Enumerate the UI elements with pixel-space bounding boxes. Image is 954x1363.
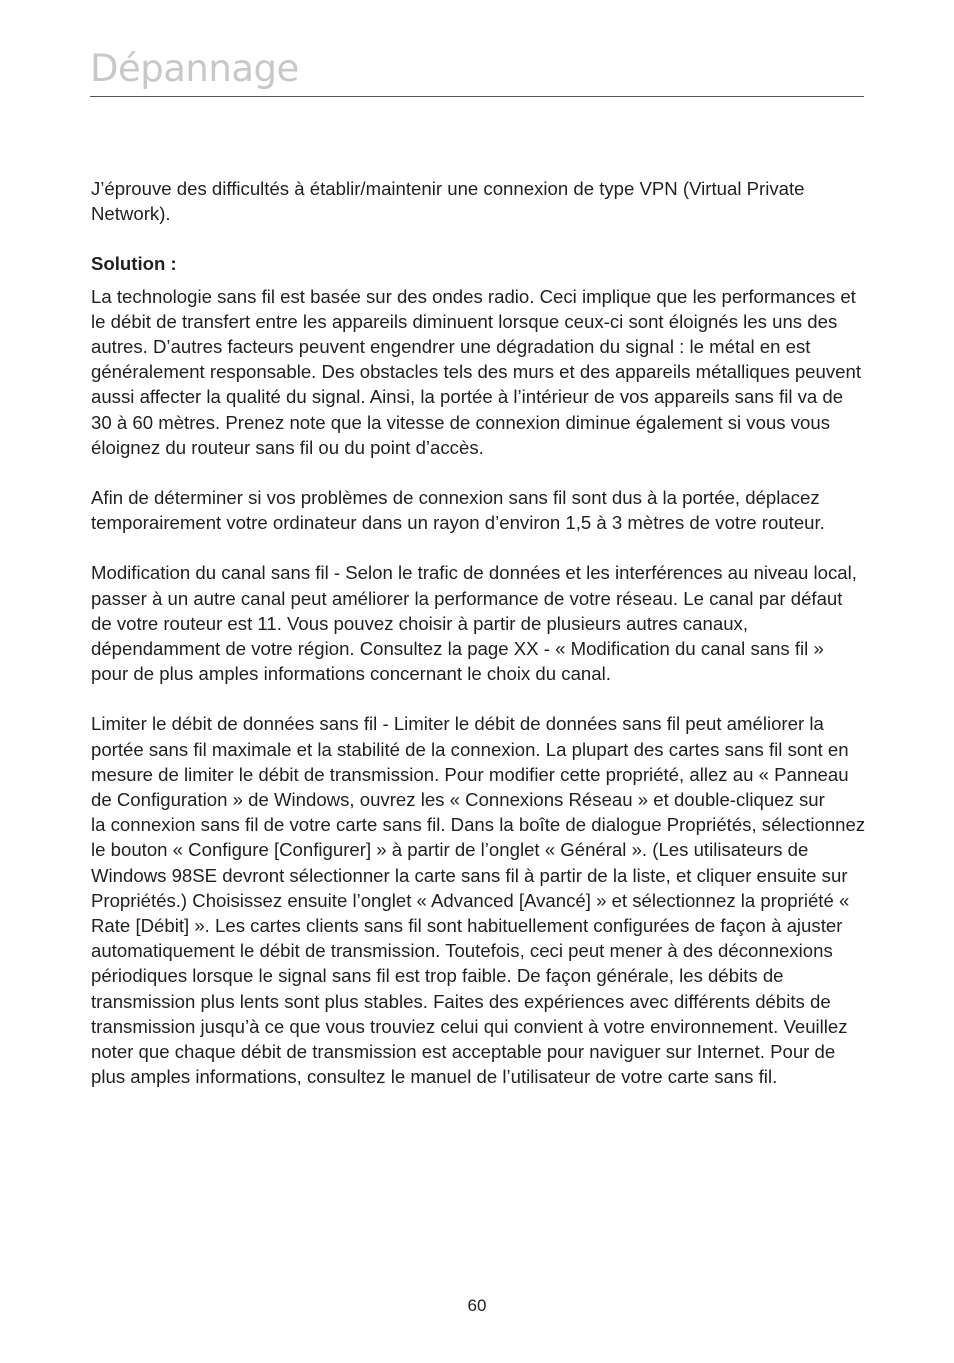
- solution-paragraph-rate-limit: Limiter le débit de données sans fil - Limiter le débit de données sans fil peut améliorer la portée sans fil maximale et la stabilité de la connexion. La plupart des cartes sans fil sont en mesure de limiter le débit de transmission. Pour modifier cette propriété, allez au « Panneau de Configuration » de Windows, ouvrez les « Connexions Réseau » et double-cliquez sur: [91, 713, 849, 811]
- solution-paragraph-channel: Modification du canal sans fil - Selon le trafic de données et les interférences au niveau local, passer à un autre canal peut améliorer la performance de votre réseau. Le canal par défaut de votre routeur est 11. Vous pouvez choisir à partir de plusieurs autres canaux, dépendamment de votre région. Consultez la page XX - « Modification du canal sans fil » pour de plus amples informations concernant le choix du canal.: [91, 562, 857, 685]
- solution-paragraph-distance-test: Afin de déterminer si vos problèmes de connexion sans fil sont dus à la portée, déplacez temporairement votre ordinateur dans un rayon d’environ 1,5 à 3 mètres de votre routeur.: [91, 487, 825, 534]
- solution-paragraph-rate-limit-continued: la connexion sans fil de votre carte sans fil. Dans la boîte de dialogue Propriétés, sélectionnez le bouton « Configure [Configurer] » à partir de l’onglet « Général ». (Les utilisateurs de Windows 98SE devront sélectionner la carte sans fil à partir de la liste, et cliquer ensuite sur Propriétés.) Choisissez ensuite l’onglet « Advanced [Avancé] » et sélectionnez la propriété « Rate [Débit] ». Les cartes clients sans fil sont habituellement configurées de façon à ajuster automatiquement le débit de transmission. Toutefois, ceci peut mener à des déconnexions périodiques lorsque le signal sans fil est trop faible. De façon générale, les débits de transmission plus lents sont plus stables. Faites des expériences avec différents débits de transmission jusqu’à ce que vous trouviez celui qui convient à votre environnement. Veuillez noter que chaque débit de transmission est acceptable pour naviguer sur Internet. Pour de plus amples informations, consultez le manuel de l’utilisateur de votre carte sans fil.: [91, 814, 866, 1088]
- document-body: [91, 176, 866, 1090]
- page-number: 60: [467, 1296, 487, 1315]
- solution-paragraph-range: La technologie sans fil est basée sur des ondes radio. Ceci implique que les performances et le débit de transfert entre les appareils diminuent lorsque ceux-ci sont éloignés les uns des autres. D’autres facteurs peuvent engendrer une dégradation du signal : le métal en est généralement responsable. Des obstacles tels des murs et des appareils métalliques peuvent aussi affecter la qualité du signal. Ainsi, la portée à l’intérieur de vos appareils sans fil va de 30 à 60 mètres. Prenez note que la vitesse de connexion diminue également si vous vous éloignez du routeur sans fil ou du point d’accès.: [91, 285, 862, 458]
- solution-heading: Solution :: [91, 253, 177, 275]
- title-divider: [90, 96, 864, 97]
- page-title: Dépannage: [90, 47, 299, 90]
- problem-statement: J’éprouve des difficultés à établir/maintenir une connexion de type VPN (Virtual Private Network).: [91, 178, 805, 225]
